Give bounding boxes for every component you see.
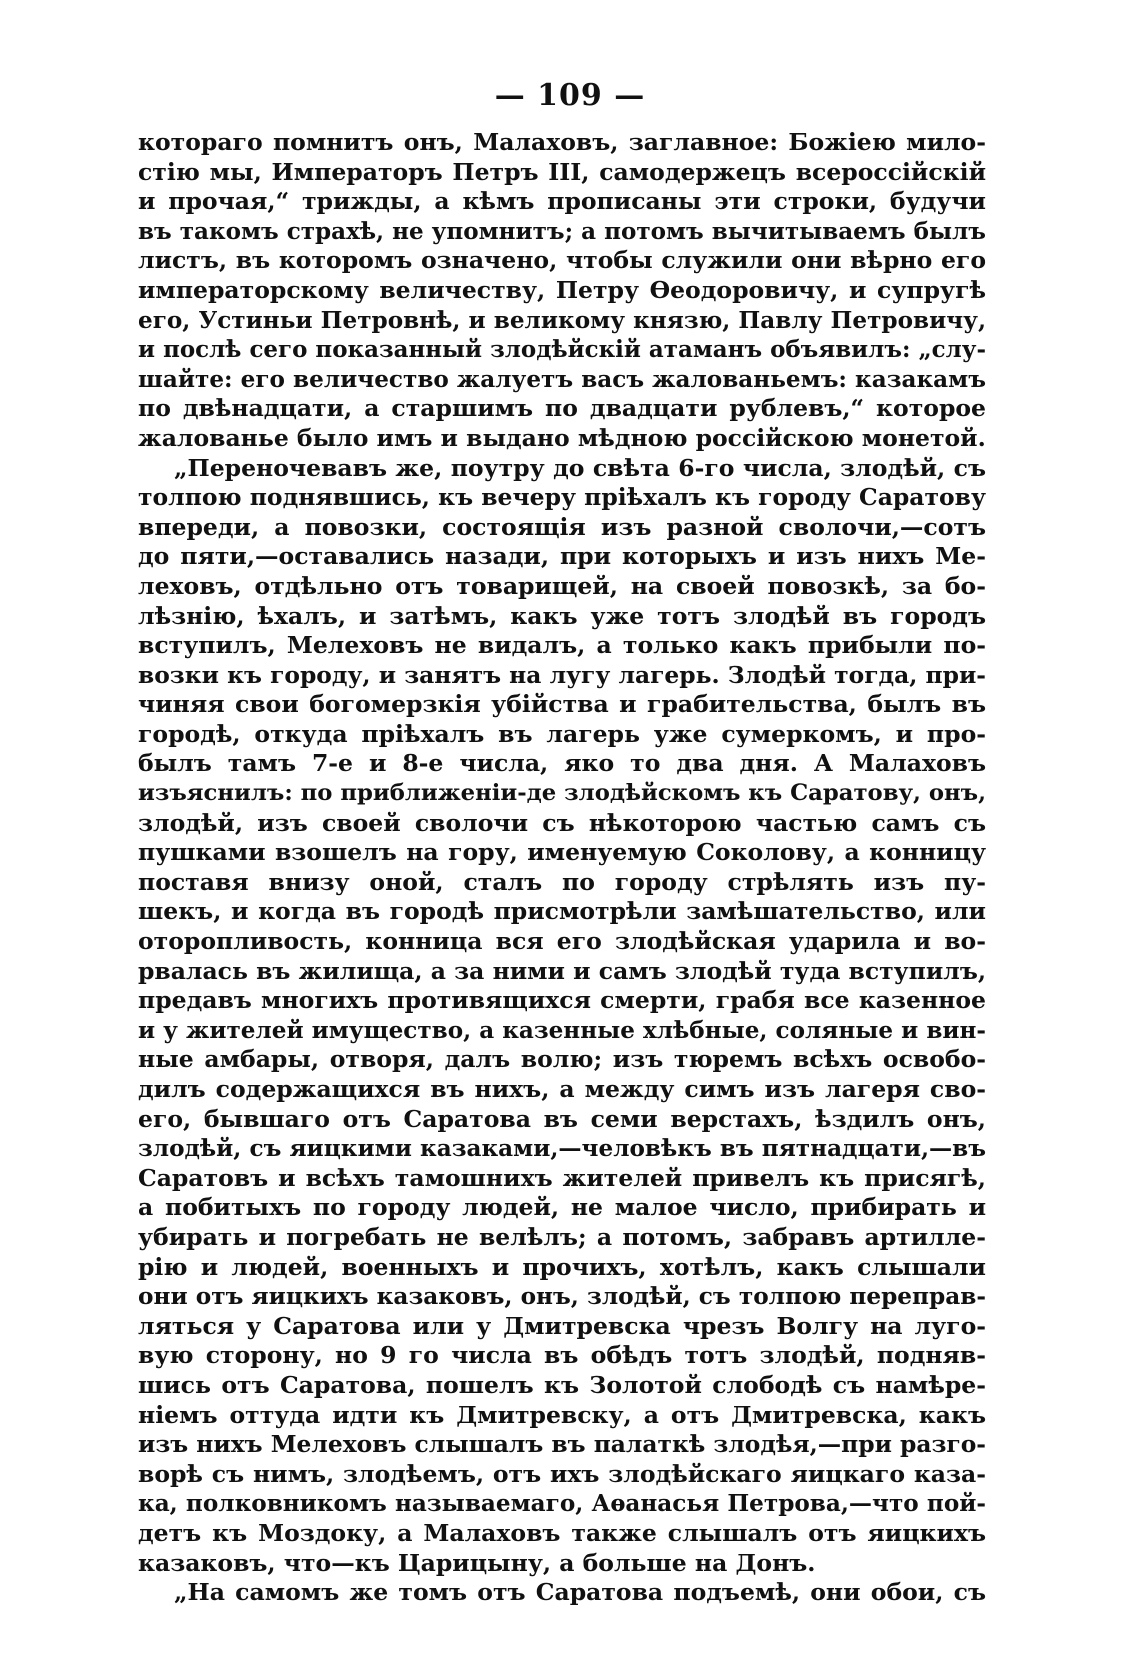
text-line: ка, полковникомъ называемаго, Аѳанасья Петрова,—что пой-: [138, 1490, 986, 1518]
text-line: пушками взошелъ на гору, именуемую Соколову, а конницу: [138, 838, 986, 867]
text-line: котораго помнитъ онъ, Малаховъ, заглавное: Божiею мило-: [138, 128, 986, 156]
text-line: они отъ яицкихъ казаковъ, онъ, злодѣй, съ толпою переправ-: [138, 1283, 986, 1311]
text-line: а побитыхъ по городу людей, не малое число, прибирать и: [138, 1193, 986, 1222]
text-line: императорскому величеству, Петру Ѳеодоровичу, и супругѣ: [138, 275, 986, 304]
text-line: и у жителей имущество, а казенные хлѣбные, соляные и вин-: [138, 1016, 986, 1044]
text-line: убирать и погребать не велѣлъ; а потомъ, забравъ артилле-: [138, 1222, 986, 1251]
text-line: поставя внизу оной, сталъ по городу стрѣлять изъ пу-: [138, 867, 986, 896]
text-line: жалованье было имъ и выдано мѣдною россiйскою монетой.: [138, 423, 986, 452]
text-line: леховъ, отдѣльно отъ товарищей, на своей повозкѣ, за бо-: [138, 571, 986, 600]
text-line: нiемъ оттуда идти къ Дмитревску, а отъ Дмитревска, какъ: [138, 1400, 986, 1429]
page-number: — 109 —: [494, 78, 646, 113]
text-line: Саратовъ и всѣхъ тамошнихъ жителей привелъ къ присягѣ,: [138, 1163, 986, 1192]
text-line: предавъ многихъ противящихся смерти, грабя все казенное: [138, 986, 986, 1015]
text-line: злодѣй, съ яицкими казаками,—человѣкъ въ пятнадцати,—въ: [138, 1135, 986, 1163]
text-line: дилъ содержащихся въ нихъ, а между симъ изъ лагеря сво-: [138, 1075, 986, 1103]
text-line: оторопливость, конница вся его злодѣйская ударила и во-: [138, 927, 986, 956]
text-line: ные амбары, отворя, далъ волю; изъ тюремъ всѣхъ освобо-: [138, 1045, 986, 1074]
text-line: и послѣ сего показанный злодѣйскiй атаманъ объявилъ: „слу-: [138, 336, 986, 364]
text-line: детъ къ Моздоку, а Малаховъ также слышалъ отъ яицкихъ: [138, 1518, 986, 1547]
text-line: по двѣнадцати, а старшимъ по двадцати рублевъ,“ которое: [138, 394, 986, 423]
text-line: рiю и людей, военныхъ и прочихъ, хотѣлъ, какъ слышали: [138, 1252, 986, 1281]
text-line: въ такомъ страхѣ, не упомнитъ; а потомъ вычитываемъ былъ: [138, 217, 986, 245]
text-line: казаковъ, что—къ Царицыну, а больше на Донъ.: [138, 1548, 816, 1577]
text-line: былъ тамъ 7-е и 8-е числа, яко то два дня. А Малаховъ: [138, 749, 986, 778]
text-line: „На самомъ же томъ отъ Саратова подъемѣ, они обои, съ: [174, 1578, 986, 1607]
text-line: рвалась въ жилища, а за ними и самъ злодѣй туда вступилъ,: [138, 956, 986, 985]
text-line: его, Устиньи Петровнѣ, и великому князю, Павлу Петровичу,: [138, 306, 986, 334]
text-line: вую сторону, но 9 го числа въ обѣдъ тотъ злодѣй, подняв-: [138, 1341, 986, 1370]
text-line: шись отъ Саратова, пошелъ къ Золотой слободѣ съ намѣре-: [138, 1370, 986, 1399]
text-line: впереди, а повозки, состоящiя изъ разной сволочи,—сотъ: [138, 512, 986, 541]
text-line: и прочая,“ трижды, а кѣмъ прописаны эти строки, будучи: [138, 187, 986, 216]
text-line: городѣ, откуда прiѣхалъ въ лагерь уже сумеркомъ, и про-: [138, 719, 986, 748]
text-line: толпою поднявшись, къ вечеру прiѣхалъ къ городу Саратову: [138, 483, 986, 512]
text-line: возки къ городу, и занятъ на лугу лагерь. Злодѣй тогда, при-: [138, 660, 986, 689]
text-line: вступилъ, Мелеховъ не видалъ, а только какъ прибыли по-: [138, 631, 986, 660]
text-line: чиняя свои богомерзкiя убiйства и грабительства, былъ въ: [138, 690, 986, 719]
text-line: „Переночевавъ же, поутру до свѣта 6-го числа, злодѣй, съ: [174, 453, 986, 482]
text-line: изъяснилъ: по приближенiи-де злодѣйскомъ къ Саратову, онъ,: [138, 780, 986, 807]
text-line: его, бывшаго отъ Саратова въ семи верстахъ, ѣздилъ онъ,: [138, 1104, 986, 1133]
text-line: ворѣ съ нимъ, злодѣемъ, отъ ихъ злодѣйскаго яицкаго каза-: [138, 1459, 986, 1488]
text-line: шекъ, и когда въ городѣ присмотрѣли замѣшательство, или: [138, 897, 986, 926]
text-line: до пяти,—оставались назади, при которыхъ и изъ нихъ Ме-: [138, 542, 986, 571]
text-line: стiю мы, Императоръ Петръ III, самодержецъ всероссiйскiй: [138, 157, 986, 186]
text-line: шайте: его величество жалуетъ васъ жалованьемъ: казакамъ: [138, 365, 986, 393]
text-line: изъ нихъ Мелеховъ слышалъ въ палаткѣ злодѣя,—при разго-: [138, 1430, 986, 1459]
text-line: лѣзнiю, ѣхалъ, и затѣмъ, какъ уже тотъ злодѣй въ городъ: [138, 601, 986, 630]
body-text: [138, 128, 986, 1608]
text-line: злодѣй, изъ своей сволочи съ нѣкоторою частью самъ съ: [138, 808, 986, 837]
text-line: листъ, въ которомъ означено, чтобы служили они вѣрно его: [138, 246, 986, 275]
text-line: ляться у Саратова или у Дмитревска чрезъ Волгу на луго-: [138, 1311, 986, 1340]
